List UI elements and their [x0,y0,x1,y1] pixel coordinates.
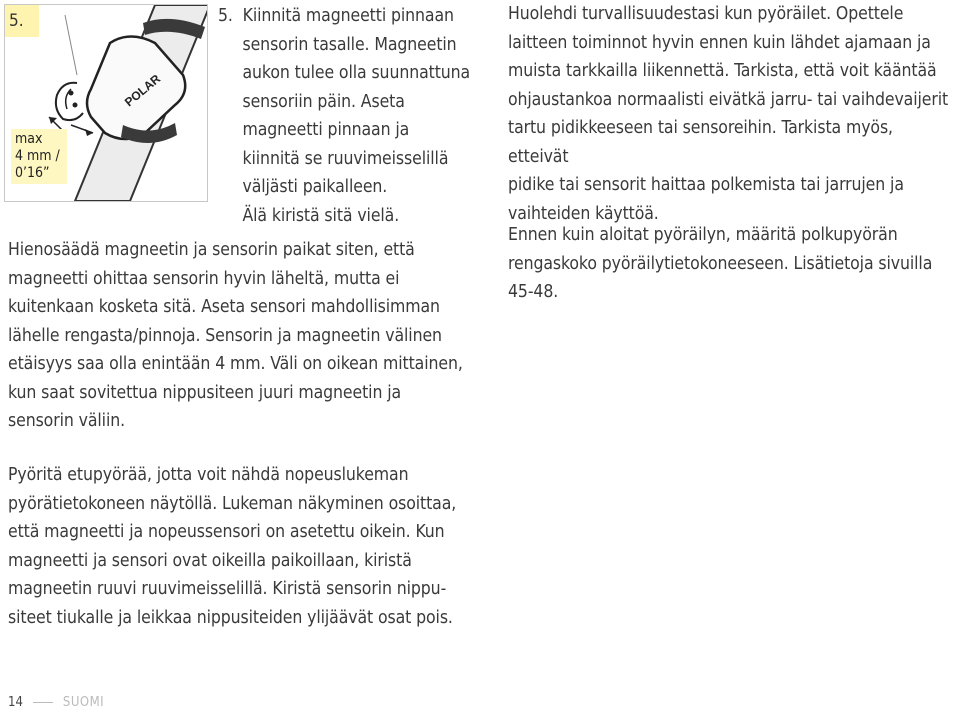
page-number: 14 [8,695,23,710]
text-line: muista tarkkailla liikennettä. Tarkista, että voit kääntää [508,61,937,81]
gap-label-line: max [15,131,43,147]
text-line: sensorin tasalle. Magneetin [218,34,457,55]
text-line: Ennen kuin aloitat pyöräilyn, määritä polkupyörän [508,225,898,245]
footer-divider [33,702,53,703]
text-line: Pyöritä etupyörää, jotta voit nähdä nopeuslukeman [8,465,409,485]
text-line: ohjaustankoa normaalisti eivätkä jarru- tai vaihdevaijerit [508,89,949,110]
text-line: vaihteiden käyttöä. [508,203,659,224]
sensor-brand-text: POLAR [121,71,164,110]
wheel-size-paragraph [508,221,948,307]
gap-label-line: 0’16” [15,165,50,181]
text-line: Hienosäädä magneetin ja sensorin paikat siten, että [8,240,415,260]
text-line: väljästi paikalleen. [218,177,388,197]
sensor-mounting-figure [4,4,208,202]
text-line: magneetin ruuvi ruuvimeisselillä. Kiristä sensorin nippu- [8,579,447,599]
text-line: etäisyys saa olla enintään 4 mm. Väli on oikean mittainen, [8,354,463,374]
spin-wheel-paragraph [8,461,478,632]
text-line: 5. Kiinnitä magneetti pinnaan [218,6,454,26]
text-line: tartu pidikkeeseen tai sensoreihin. Tarkista myös, etteivät [508,118,893,167]
step-number-badge: 5. [5,5,39,37]
text-line: Älä kiristä sitä vielä. [218,205,400,226]
text-line: kuitenkaan kosketa sitä. Aseta sensori mahdollisimman [8,297,440,317]
text-line: kiinnitä se ruuvimeisselillä [218,148,449,169]
text-line: 45-48. [508,282,559,302]
text-line: laitteen toiminnot hyvin ennen kuin lähdet ajamaan ja [508,32,931,53]
page-footer [8,695,104,710]
step-5-instructions [218,2,471,230]
text-line: magneetti pinnaan ja [218,120,410,140]
max-gap-label [11,129,67,184]
text-line: lähelle rengasta/pinnoja. Sensorin ja magneetin välinen [8,325,442,346]
text-line: pyörätietokoneen näytöllä. Lukeman näkyminen osoittaa, [8,493,457,514]
text-line: Huolehdi turvallisuudestasi kun pyöräilet. Opettele [508,4,904,24]
text-line: sensoriin päin. Aseta [218,91,405,112]
fine-tune-paragraph [8,236,478,436]
gap-label-line: 4 mm / [15,148,60,164]
text-line: että magneetti ja nopeussensori on asetettu oikein. Kun [8,522,445,542]
text-line: kun saat sovitettua nippusiteen juuri magneetin ja [8,382,402,403]
text-line: rengaskoko pyöräilytietokoneeseen. Lisätietoja sivuilla [508,253,933,274]
text-line: magneetti ohittaa sensorin hyvin läheltä, mutta ei [8,268,400,289]
text-line: siteet tiukalle ja leikkaa nippusiteiden ylijäävät osat pois. [8,607,453,628]
text-line: pidike tai sensorit haittaa polkemista tai jarrujen ja [508,175,904,195]
safety-paragraph [508,0,958,228]
text-line: magneetti ja sensori ovat oikeilla paikoillaan, kiristä [8,550,412,571]
language-label: SUOMI [62,695,105,710]
text-line: aukon tulee olla suunnattuna [218,63,471,83]
text-line: sensorin väliin. [8,411,125,431]
